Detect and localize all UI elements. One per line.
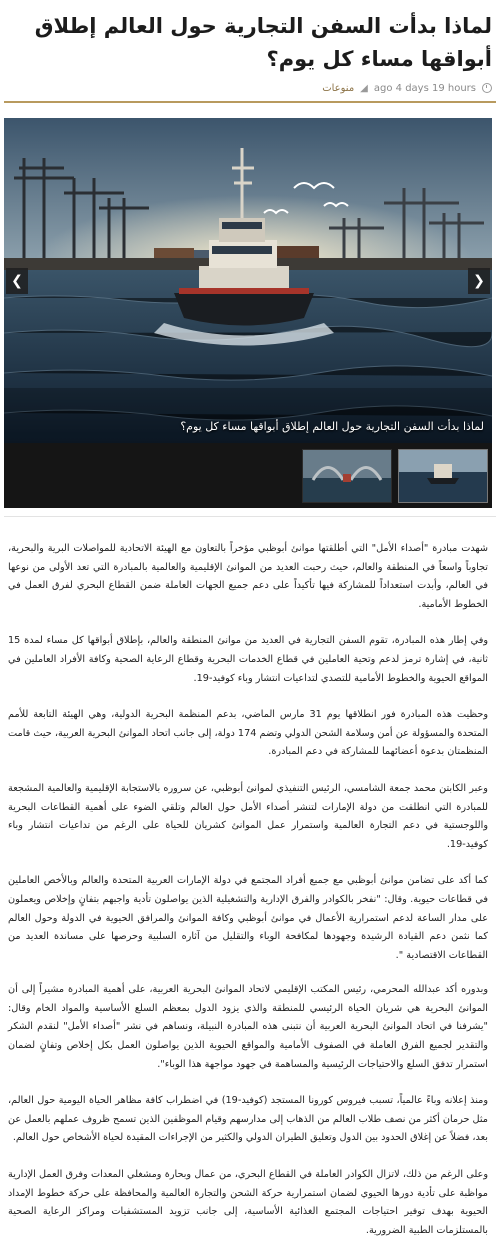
- image-slider[interactable]: [4, 118, 492, 508]
- time-ago: ago 4 days 19 hours: [373, 82, 476, 94]
- title-underline: [4, 101, 496, 103]
- clock-icon: [482, 83, 492, 93]
- page-title: لماذا بدأت السفن التجارية حول العالم إطلاق أبواقها مساء كل يوم؟: [34, 14, 492, 71]
- thumbnail-strip: [4, 443, 492, 508]
- paragraph: وفي إطار هذه المبادرة، تقوم السفن التجارية في العديد من موانئ المنطقة والعالم، بإطلاق أبواقها كل مساء لمدة 15 ثانية، في إشارة ترمز لدعم وتحية العاملين في قطاع الخدمات البحرية وقطاع الرعاية الصحية وكافة الأفراد العاملين في المواقع الحيوية والخطوط الأمامية للتصدي لتداعيات انتشار وباء كوفيد-19.: [8, 635, 488, 684]
- thumbnail-1[interactable]: [398, 449, 488, 503]
- tag-icon: ◢: [360, 82, 368, 94]
- article-meta: [8, 79, 492, 97]
- thumbnail-fountain-image: [303, 450, 391, 502]
- paragraph: شهدت مبادرة "أصداء الأمل" التي أطلقتها موانئ أبوظبي مؤخراً بالتعاون مع الهيئة الاتحادية للمواصلات البرية والبحرية، تجاوباً واسعاً في المنطقة والعالم، حيث رحبت العديد من الموانئ الإقليمية والعالمية بالمبادرة التي تعد الأولى من نوعها في العالم، وأبدت استعداداً للمشاركة فيها تأكيداً على دعم جميع الجهات العاملة ضمن القطاع البحري لفرق العمل في الخطوط الأمامية.: [8, 543, 488, 610]
- section-divider: [4, 516, 496, 517]
- ship-photo: [4, 118, 492, 443]
- paragraph: وعلى الرغم من ذلك، لاتزال الكوادر العاملة في القطاع البحري، من عمال وبحارة ومشغلي المعدات وفرق العمل الإدارية مواظبة على تأدية دورها الحيوي لضمان استمرارية حركة الشحن والتجارة العالمية والمحافظة على حركة خطوط الإمداد الحيوية بهدف توفير احتياجات المجتمع الغذائية الأساسية، إلى جانب تزويد المستشفيات ومراكز الرعاية الصحية بالمستلزمات الطبية الضرورية.: [8, 1169, 488, 1236]
- thumbnail-ship-image: [399, 450, 487, 502]
- prev-slide-button[interactable]: [6, 268, 28, 294]
- paragraph: ومنذ إعلانه وباءً عالمياً، تسبب فيروس كورونا المستجد (كوفيد-19) في اضطراب كافة مظاهر الحياة اليومية حول العالم، مثل حرمان أكثر من نصف طلاب العالم من الذهاب إلى مدارسهم وقيام الموظفين الذين تسمح ظروف عملهم بالعمل عن بعد، فضلاً عن إغلاق الحدود بين الدول وتعليق الطيران الدولي والكثير من الإجراءات المقيدة لحياة الأشخاص حول العالم.: [8, 1095, 488, 1144]
- next-slide-button[interactable]: [468, 268, 490, 294]
- thumbnail-2[interactable]: [302, 449, 392, 503]
- paragraph: وبدوره أكد عبدالله المحرمي، رئيس المكتب الإقليمي لاتحاد الموانئ البحرية العربية، على أهمية المبادرة مشيراً إلى أن الموانئ البحرية هي شريان الحياة الرئيسي للمنطقة والذي يزود الدول بمعظم السلع الأساسية والمواد الخام وقال: "يشرفنا في اتحاد الموانئ البحرية العربية أن نتبنى هذه المبادرة النبيلة، ونساهم في نشر "أصداء الأمل" لنقدم الشكر والتقدير لجميع الفرق العاملة في الصفوف الأمامية والمواقع الحيوية الذين يواصلون العمل بكل إخلاص وتفانٍ لضمان استمرار تدفق السلع والاحتياجات الرئيسية والمساهمة في جهود مواجهة هذا الوباء".: [8, 984, 488, 1070]
- article-body: [8, 540, 488, 1258]
- paragraph: وحظيت هذه المبادرة فور انطلاقها يوم 31 مارس الماضي، بدعم المنظمة البحرية الدولية، وهي الهيئة التابعة للأمم المتحدة والمسؤولة عن أمن وسلامة الشحن الدولي وتضم 174 دولة، إلى جانب اتحاد الموانئ البحرية العربية، حيث قامت المنظمتان بدعوة أعضائهما للمشاركة في دعم المبادرة.: [8, 709, 489, 758]
- chevron-right-icon: ❯: [473, 273, 485, 289]
- chevron-left-icon: ❮: [11, 273, 23, 289]
- paragraph: كما أكد على تضامن موانئ أبوظبي مع جميع أفراد المجتمع في دولة الإمارات العربية المتحدة والعالم وبالأخص العاملين في قطاعات حيوية. وقال: "نفخر بالكوادر والفرق الإدارية والتشغيلية الذين يواصلون تأدية واجبهم بتفانٍ وإخلاص ويعملون على مدار الساعة لدعم استمرارية الأعمال في موانئ أبوظبي وكافة الموانئ والمرافق الحيوية في الدولة وحول العالم كما نثمن دعم القيادة الرشيدة وجهودها لمكافحة الوباء والتقليل من آثاره السلبية وحرصها على مساندة العديد من القطاعات الاقتصادية ".: [8, 875, 488, 961]
- paragraph: وعبر الكابتن محمد جمعة الشامسي، الرئيس التنفيذي لموانئ أبوظبي، عن سروره بالاستجابة الإقليمية والعالمية المشجعة للمبادرة التي انطلقت من دولة الإمارات لتنشر أصداء الأمل حول العالم وتلقي الضوء على أهمية القطاعات البحرية واللوجستية في دعم التجارة العالمية واستمرار عمل الموانئ كشريان للحياة على الرغم من تداعيات انتشار وباء كوفيد-19.: [8, 782, 488, 850]
- slide-caption: لماذا بدأت السفن التجارية حول العالم إطلاق أبواقها مساء كل يوم؟: [180, 420, 484, 433]
- category-link[interactable]: منوعات: [322, 82, 355, 94]
